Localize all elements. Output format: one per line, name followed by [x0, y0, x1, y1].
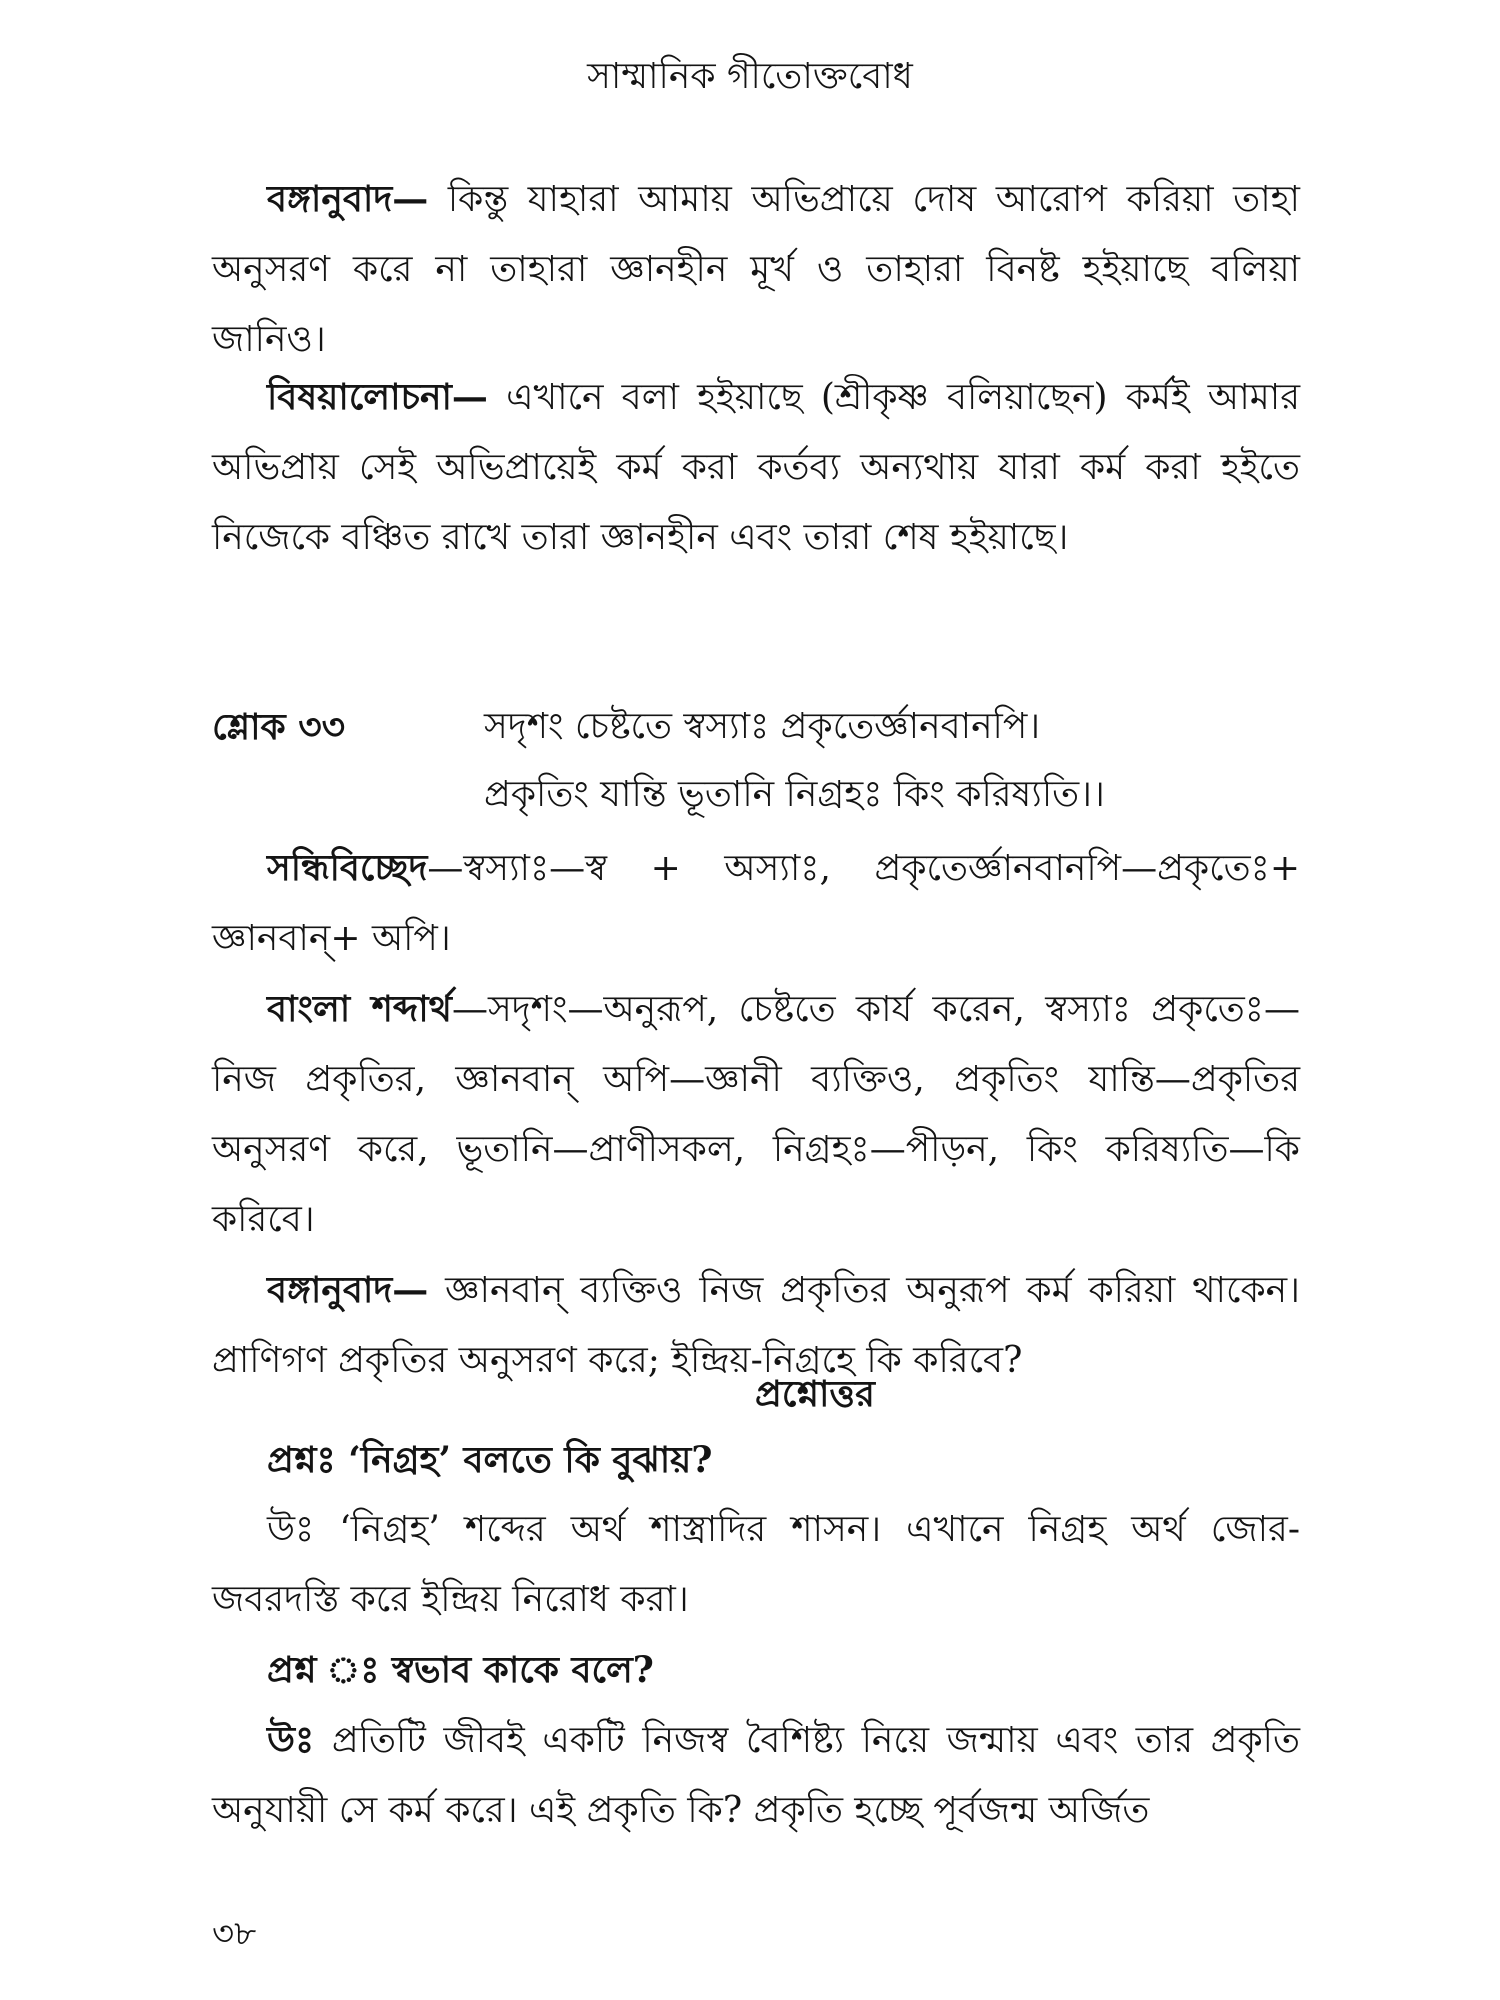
question-1: প্রশ্নঃ ‘নিগ্রহ’ বলতে কি বুঝায়?: [267, 1439, 713, 1481]
answer-2-text: প্রতিটি জীবই একটি নিজস্ব বৈশিষ্ট্য নিয়ে জন্মায় এবং তার প্রকৃতি অনুযায়ী সে কর্ম করে। এই প্রকৃতি কি? প্রকৃতি হচ্ছে পূর্বজন্ম অর্জিত: [212, 1720, 1300, 1831]
shloka-line-2: প্রকৃতিং যান্তি ভূতানি নিগ্রহঃ কিং করিষ্যতি।।: [484, 774, 1105, 815]
discussion-paragraph: [212, 362, 1300, 573]
qa-heading: প্রশ্নোত্তর: [755, 1373, 875, 1415]
page-number: ৩৮: [212, 1914, 257, 1954]
word-meaning-label: বাংলা শব্দার্থ: [267, 988, 452, 1030]
translation-label-2: বঙ্গানুবাদ—: [267, 1269, 429, 1311]
translation-label: বঙ্গানুবাদ—: [267, 178, 429, 220]
discussion-text: এখানে বলা হইয়াছে (শ্রীকৃষ্ণ বলিয়াছেন) কর্মই আমার অভিপ্রায় সেই অভিপ্রায়েই কর্ম করা কর্তব্য অন্যথায় যারা কর্ম করা হইতে নিজেকে বঞ্চিত রাখে তারা জ্ঞানহীন এবং তারা শেষ হইয়াছে।: [212, 377, 1300, 558]
commentary-block: [212, 833, 1300, 1396]
shloka-line-1: সদৃশং চেষ্টতে স্বস্যাঃ প্রকৃতের্জ্ঞানবানপি।: [484, 706, 1041, 747]
translation-text-2: জ্ঞানবান্ ব্যক্তিও নিজ প্রকৃতির অনুরূপ কর্ম করিয়া থাকেন। প্রাণিগণ প্রকৃতির অনুসরণ করে; ইন্দ্রিয়-নিগ্রহে কি করিবে?: [212, 1270, 1300, 1381]
sandhi-paragraph: [212, 833, 1300, 974]
word-meaning-text: —সদৃশং—অনুরূপ, চেষ্টতে কার্য করেন, স্বস্যাঃ প্রকৃতেঃ—নিজ প্রকৃতির, জ্ঞানবান্ অপি—জ্ঞানী ব্যক্তিও, প্রকৃতিং যান্তি—প্রকৃতির অনুসরণ করে, ভূতানি—প্রাণীসকল, নিগ্রহঃ—পীড়ন, কিং করিষ্যতি—কি করিবে।: [212, 989, 1300, 1240]
word-meaning-paragraph: [212, 974, 1300, 1255]
discussion-label: বিষয়ালোচনা—: [267, 376, 488, 418]
translation-paragraph: [212, 164, 1300, 375]
running-head: সাম্মানিক গীতোক্তবোধ: [587, 56, 913, 97]
discussion-block: [212, 362, 1300, 573]
sandhi-label: সন্ধিবিচ্ছেদ: [267, 847, 428, 889]
shloka-label: শ্লোক ৩৩: [212, 706, 346, 748]
qa-block: [212, 1425, 1300, 1846]
answer-1: উঃ ‘নিগ্রহ’ শব্দের অর্থ শাস্ত্রাদির শাসন। এখানে নিগ্রহ অর্থ জোর-জবরদস্তি করে ইন্দ্রিয় নিরোধ করা।: [212, 1509, 1300, 1620]
translation-block-1: [212, 164, 1300, 375]
answer-2-label: উঃ: [267, 1719, 315, 1761]
question-2: প্রশ্ন ঃ স্বভাব কাকে বলে?: [267, 1649, 654, 1691]
translation-text: কিন্তু যাহারা আমায় অভিপ্রায়ে দোষ আরোপ করিয়া তাহা অনুসরণ করে না তাহারা জ্ঞানহীন মূর্খ ও তাহারা বিনষ্ট হইয়াছে বলিয়া জানিও।: [212, 179, 1300, 360]
answer-2: [212, 1705, 1300, 1846]
sandhi-text: —স্বস্যাঃ—স্ব + অস্যাঃ, প্রকৃতের্জ্ঞানবানপি—প্রকৃতেঃ+ জ্ঞানবান্+ অপি।: [212, 848, 1300, 959]
shloka-verse: [484, 693, 1304, 829]
